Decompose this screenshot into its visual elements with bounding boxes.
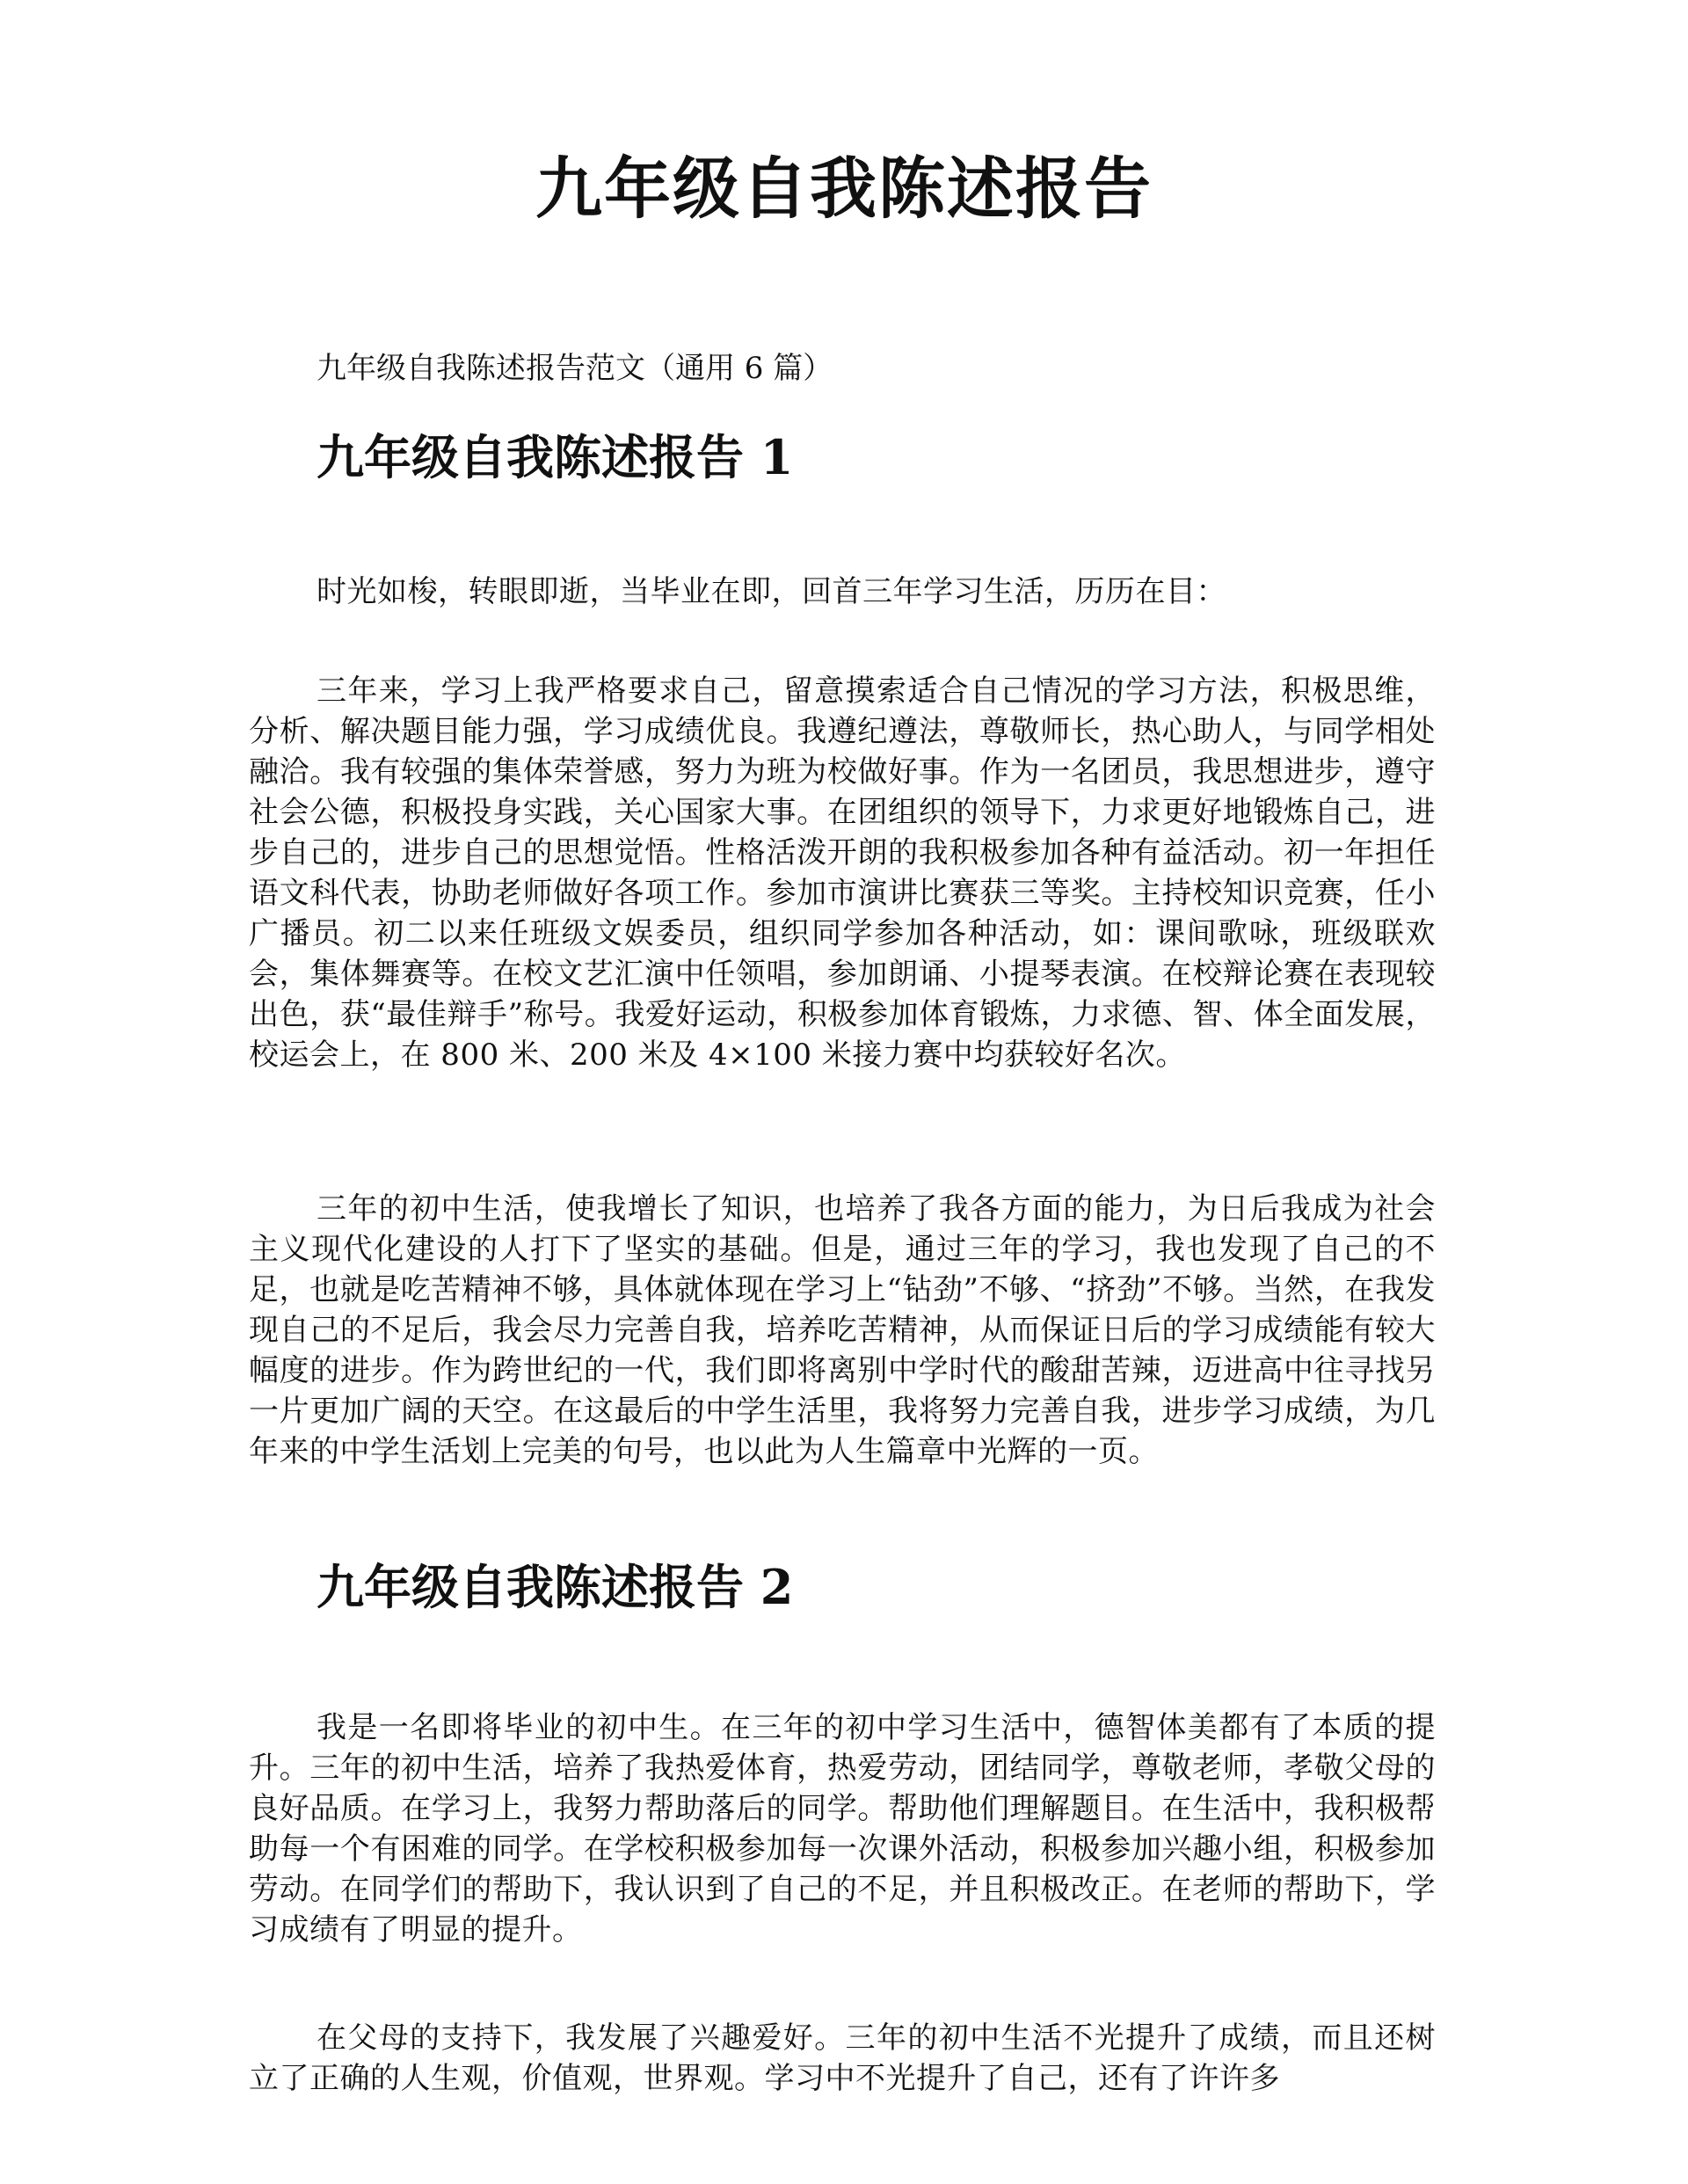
section-1-heading: 九年级自我陈述报告 1 bbox=[316, 429, 794, 485]
section-2-paragraph-1: 我是一名即将毕业的初中生。在三年的初中学习生活中，德智体美都有了本质的提升。三年的初中生活，培养了我热爱体育，热爱劳动，团结同学，尊敬老师，孝敬父母的良好品质。在学习上，我努力帮助落后的同学。帮助他们理解题目。在生活中，我积极帮助每一个有困难的同学。在学校积极参加每一次课外活动，积极参加兴趣小组，积极参加劳动。在同学们的帮助下，我认识到了自己的不足，并且积极改正。在老师的帮助下，学习成绩有了明显的提升。 bbox=[249, 1710, 1436, 1947]
section-2-heading: 九年级自我陈述报告 2 bbox=[316, 1559, 794, 1615]
section-1-paragraph-2: 三年来，学习上我严格要求自己，留意摸索适合自己情况的学习方法，积极思维，分析、解决题目能力强，学习成绩优良。我遵纪遵法，尊敬师长，热心助人，与同学相处融洽。我有较强的集体荣誉感，努力为班为校做好事。作为一名团员，我思想进步，遵守社会公德，积极投身实践，关心国家大事。在团组织的领导下，力求更好地锻炼自己，进步自己的，进步自己的思想觉悟。性格活泼开朗的我积极参加各种有益活动。初一年担任语文科代表，协助老师做好各项工作。参加市演讲比赛获三等奖。主持校知识竞赛，任小广播员。初二以来任班级文娱委员，组织同学参加各种活动，如：课间歌咏，班级联欢会，集体舞赛等。在校文艺汇演中任领唱，参加朗诵、小提琴表演。在校辩论赛在表现较出色，获“最佳辩手”称号。我爱好运动，积极参加体育锻炼，力求德、智、体全面发展，校运会上，在 800 米、200 米及 4×100 米接力赛中均获较好名次。 bbox=[249, 673, 1436, 1073]
section-1-paragraph-3: 三年的初中生活，使我增长了知识，也培养了我各方面的能力，为日后我成为社会主义现代化建设的人打下了坚实的基础。但是，通过三年的学习，我也发现了自己的不足，也就是吃苦精神不够，具体就体现在学习上“钻劲”不够、“挤劲”不够。当然，在我发现自己的不足后，我会尽力完善自我，培养吃苦精神，从而保证日后的学习成绩能有较大幅度的进步。作为跨世纪的一代，我们即将离别中学时代的酸甜苦辣，迈进高中往寻找另一片更加广阔的天空。在这最后的中学生活里，我将努力完善自我，进步学习成绩，为几年来的中学生活划上完美的句号，也以此为人生篇章中光辉的一页。 bbox=[249, 1191, 1436, 1469]
section-2-paragraph-2: 在父母的支持下，我发展了兴趣爱好。三年的初中生活不光提升了成绩，而且还树立了正确的人生观，价值观，世界观。学习中不光提升了自己，还有了许许多 bbox=[249, 2020, 1436, 2096]
section-1-paragraph-1: 时光如梭，转眼即逝，当毕业在即，回首三年学习生活，历历在目： bbox=[316, 574, 1226, 609]
document-title: 九年级自我陈述报告 bbox=[535, 149, 1153, 228]
document-subtitle: 九年级自我陈述报告范文（通用 6 篇） bbox=[316, 351, 833, 386]
